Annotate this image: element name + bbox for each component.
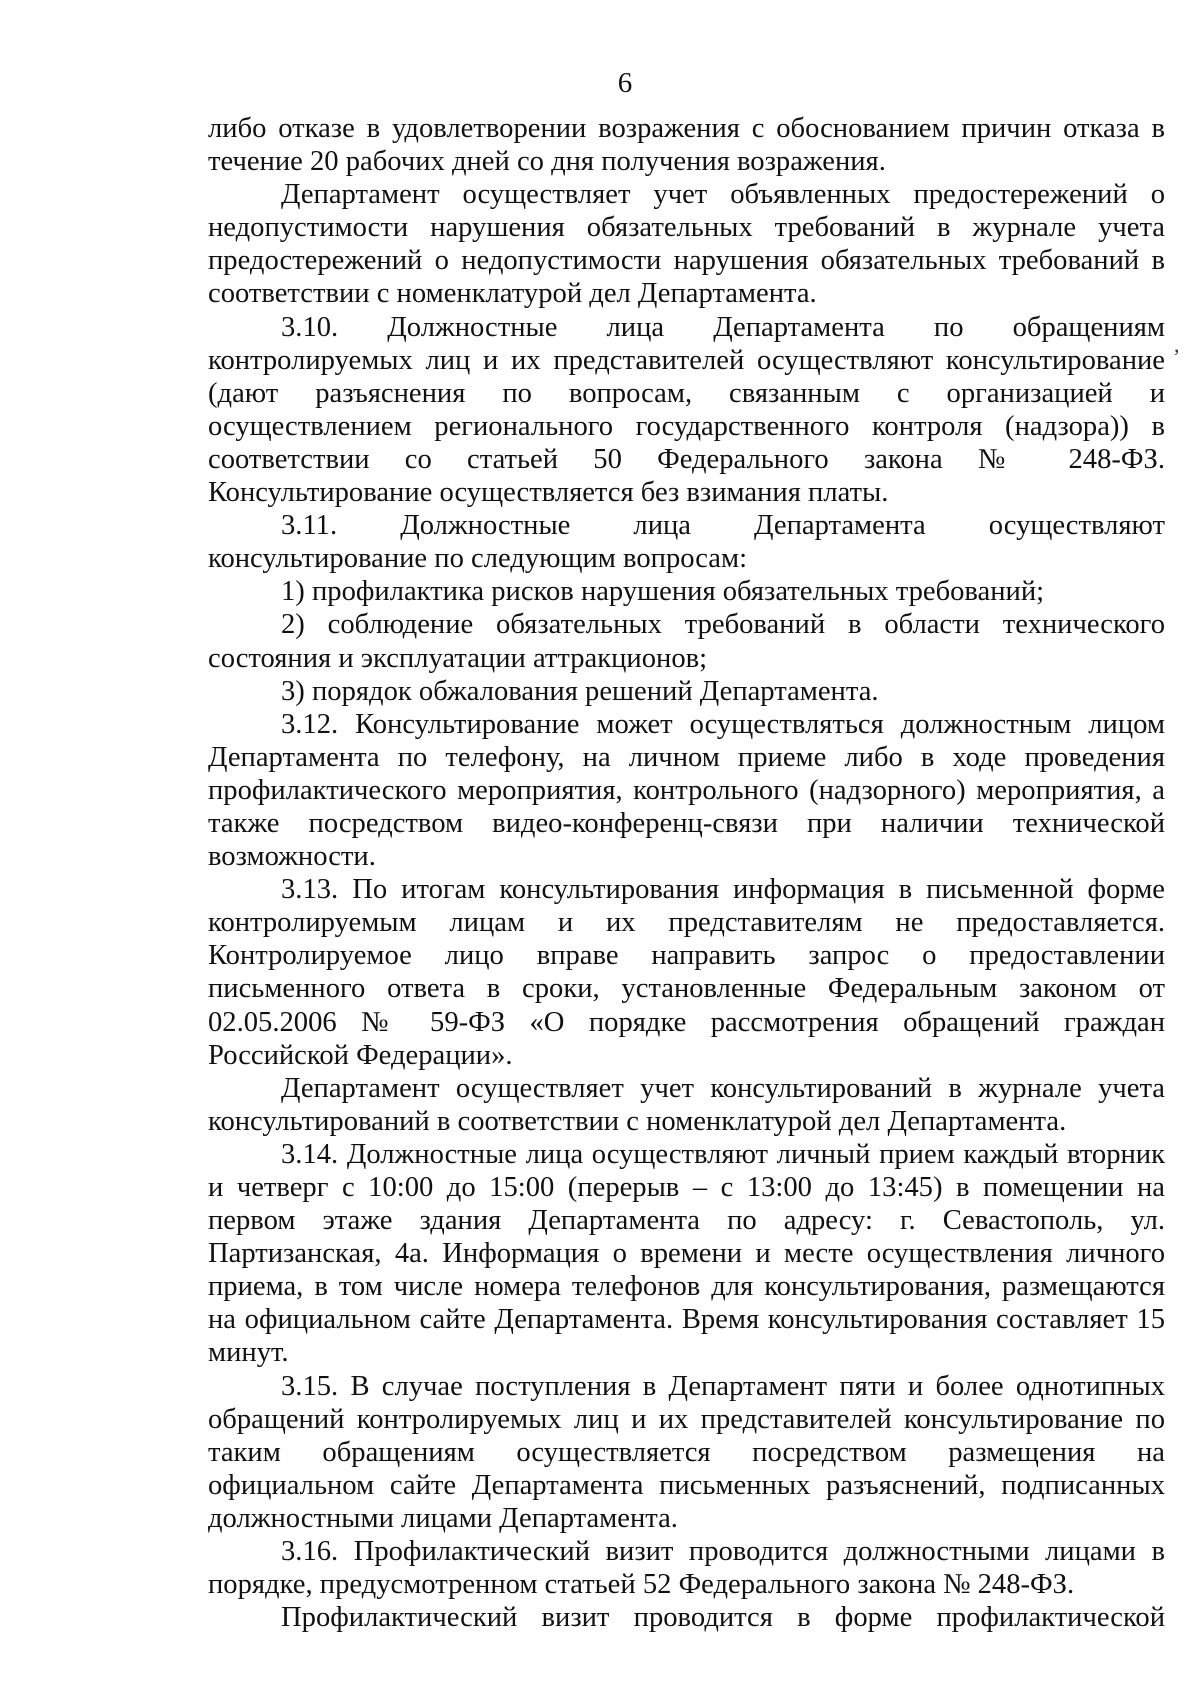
paragraph: 3.15. В случае поступления в Департамент пяти и более однотипных обращений контролируемых лиц и их представителей консультирование по таким обращениям осуществляется посредством размещения на официальном сайте Департамента письменных разъяснений, подписанных должностными лицами Департамента. <box>208 1370 1165 1534</box>
page-number: 6 <box>617 67 633 99</box>
list-item: 3) порядок обжалования решений Департамента. <box>281 675 879 707</box>
paragraph: 3.16. Профилактический визит проводится должностными лицами в порядке, предусмотренном статьей 52 Федерального закона № 248-ФЗ. <box>208 1536 1165 1601</box>
paragraph: Департамент осуществляет учет консультирований в журнале учета консультирований в соответствии с номенклатурой дел Департамента. <box>208 1072 1165 1137</box>
paragraph: 3.14. Должностные лица осуществляют личный прием каждый вторник и четверг с 10:00 до 15:00 (перерыв – с 13:00 до 13:45) в помещении на первом этаже здания Департамента по адресу: г. Севастополь, ул. Партизанская, 4а. Информация о времени и месте осуществления личного приема, в том числе номера телефонов для консультирования, размещаются на официальном сайте Департамента. Время консультирования составляет 15 минут. <box>208 1138 1165 1369</box>
paragraph: 3.10. Должностные лица Департамента по обращениям контролируемых лиц и их представителей осуществляют консультирование (дают разъяснения по вопросам, связанным с организацией и осуществлением регионального государственного контроля (надзора)) в соответствии со статьей 50 Федерального закона № 248-ФЗ. Консультирование осуществляется без взимания платы. <box>208 311 1165 509</box>
paragraph: 3.13. По итогам консультирования информация в письменной форме контролируемым лицам и их представителям не предоставляется. Контролируемое лицо вправе направить запрос о предоставлении письменного ответа в сроки, установленные Федеральным законом от 02.05.2006 № 59-ФЗ «О порядке рассмотрения обращений граждан Российской Федерации». <box>208 874 1165 1071</box>
paragraph: 3.12. Консультирование может осуществляться должностным лицом Департамента по телефону, на личном приеме либо в ходе проведения профилактического мероприятия, контрольного (надзорного) мероприятия, а также посредством видео-конференц-связи при наличии технической возможности. <box>208 708 1165 873</box>
list-item: 2) соблюдение обязательных требований в области технического состояния и эксплуатации аттракционов; <box>208 609 1165 674</box>
paragraph: Профилактический визит проводится в форме профилактической <box>281 1602 1165 1634</box>
margin-mark: , <box>1174 332 1180 357</box>
list-item: 1) профилактика рисков нарушения обязательных требований; <box>281 576 1045 608</box>
paragraph: Департамент осуществляет учет объявленных предостережений о недопустимости нарушения обязательных требований в журнале учета предостережений о недопустимости нарушения обязательных требований в соответствии с номенклатурой дел Департамента. <box>208 179 1165 310</box>
paragraph: 3.11. Должностные лица Департамента осуществляют консультирование по следующим вопросам: <box>208 510 1165 575</box>
paragraph: либо отказе в удовлетворении возражения с обоснованием причин отказа в течение 20 рабочих дней со дня получения возражения. <box>208 113 1165 178</box>
document-body <box>208 112 1165 1634</box>
